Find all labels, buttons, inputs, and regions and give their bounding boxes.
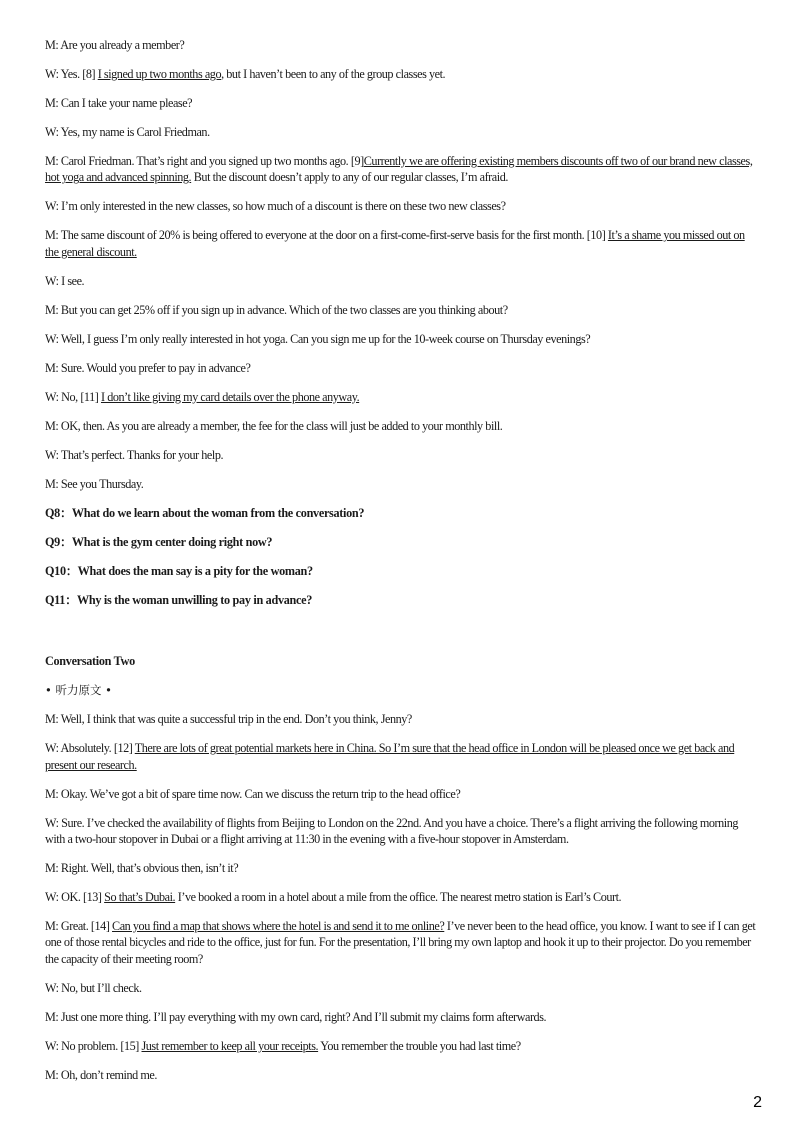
dialogue-text: , but I haven’t been to any of the group classes yet. (221, 67, 446, 81)
conversation-one-line (45, 331, 760, 347)
underlined-answer-text: So that’s Dubai. (104, 890, 176, 905)
dialogue-text: W: Absolutely. [12] (45, 741, 135, 756)
conversation-one-line (45, 227, 760, 260)
underlined-answer-text: Currently we are offering existing members discounts off two of our brand new classes, hot yoga and advanced spinning. (45, 154, 753, 185)
dialogue-text: W: Sure. I’ve checked the availability of flights from Beijing to London on the 22nd. And you have a choice. There’s a flight arriving the following morning with a two-hour stopover in Dubai or a flight arriving at 11:30 in the evening with a five-hour stopover in Amsterdam. (45, 815, 739, 847)
dialogue-text: M: The same discount of 20% is being offered to everyone at the door on a first-come-first-serve basis for the first month. [10] (45, 228, 608, 243)
conversation-two-line (45, 740, 760, 773)
question-q8: Q8：What do we learn about the woman from the conversation? (45, 505, 365, 520)
underlined-answer-text: It’s a shame you missed out on the general discount. (45, 228, 745, 259)
dialogue-text: W: That’s perfect. Thanks for your help. (45, 447, 224, 462)
dialogue-text: M: Oh, don’t remind me. (45, 1067, 157, 1082)
page-number: 2 (753, 1094, 762, 1111)
conversation-one-dialogue (45, 37, 760, 492)
underlined-answer-text: I don’t like giving my card details over the phone anyway. (100, 389, 360, 404)
dialogue-text: M: Just one more thing. I’ll pay everything with my own card, right? And I’ll submit my claims form afterwards. (45, 1009, 547, 1024)
conversation-two-line (45, 1067, 760, 1083)
transcript-label: • 听力原文 • (45, 683, 112, 698)
conversation-one-line (45, 447, 760, 463)
dialogue-text: W: No problem. [15] (45, 1038, 142, 1053)
conversation-one-line (45, 95, 760, 111)
conversation-two-dialogue (45, 711, 760, 1083)
question-q10: Q10：What does the man say is a pity for the woman? (45, 563, 313, 578)
conversation-two-line (45, 1009, 760, 1025)
dialogue-text: But the discount doesn’t apply to any of our regular classes, I’m afraid. (191, 170, 508, 185)
dialogue-text: M: Great. [14] (45, 919, 113, 934)
dialogue-text: W: Yes. [8] (45, 67, 98, 81)
underlined-answer-text: There are lots of great potential markets here in China. So I’m sure that the head office in London will be pleased once we get back and present our research. (45, 741, 735, 772)
conversation-one-line (45, 198, 760, 214)
dialogue-text: W: I’m only interested in the new classes, so how much of a discount is there on these two new classes? (45, 199, 506, 214)
conversation-one-line (45, 389, 760, 405)
conversation-two-line (45, 980, 760, 996)
dialogue-text: I’ve never been to the head office, you know. I want to see if I can get one of those rental bicycles and ride to the office, just for fun. For the presentation, I’ll bring my own laptop and hook it up to their projector. Do you remember the capacity of their meeting room? (45, 919, 756, 966)
question-q9: Q9：What is the gym center doing right now? (45, 534, 273, 549)
conversation-two-line (45, 918, 760, 967)
dialogue-text: W: OK. [13] (45, 890, 105, 905)
underlined-answer-text: Just remember to keep all your receipts. (141, 1038, 319, 1053)
conversation-two-line (45, 860, 760, 876)
question-q11: Q11：Why is the woman unwilling to pay in advance? (45, 592, 313, 607)
underlined-answer-text: I signed up two months ago (97, 67, 222, 81)
conversation-one-line (45, 124, 760, 140)
dialogue-text: W: I see. (45, 273, 85, 288)
dialogue-text: M: Are you already a member? (45, 38, 185, 52)
dialogue-text: M: Okay. We’ve got a bit of spare time now. Can we discuss the return trip to the head office? (45, 786, 461, 801)
dialogue-text: M: Well, I think that was quite a successful trip in the end. Don’t you think, Jenny? (45, 712, 412, 727)
dialogue-text: M: But you can get 25% off if you sign up in advance. Which of the two classes are you thinking about? (45, 302, 508, 317)
dialogue-text: M: OK, then. As you are already a member, the fee for the class will just be added to your monthly bill. (45, 418, 503, 433)
conversation-one-line (45, 153, 760, 186)
dialogue-text: I’ve booked a room in a hotel about a mile from the office. The nearest metro station is Earl’s Court. (175, 890, 622, 905)
conversation-two-heading: Conversation Two (45, 654, 135, 669)
conversation-one-line (45, 273, 760, 289)
dialogue-text: M: Can I take your name please? (45, 96, 193, 110)
conversation-one-line (45, 302, 760, 318)
conversation-one-line (45, 418, 760, 434)
conversation-two-line (45, 786, 760, 802)
dialogue-text: M: Right. Well, that’s obvious then, isn’t it? (45, 861, 239, 876)
dialogue-text: W: Yes, my name is Carol Friedman. (45, 125, 210, 139)
underlined-answer-text: Can you find a map that shows where the hotel is and send it to me online? (112, 919, 445, 934)
dialogue-text: W: Well, I guess I’m only really interested in hot yoga. Can you sign me up for the 10-week course on Thursday evenings? (45, 331, 591, 346)
conversation-two-line (45, 711, 760, 727)
dialogue-text: M: Carol Friedman. That’s right and you signed up two months ago. [9] (45, 154, 364, 168)
dialogue-text: You remember the trouble you had last time? (318, 1038, 521, 1053)
conversation-two-line (45, 815, 760, 848)
dialogue-text: M: Sure. Would you prefer to pay in advance? (45, 360, 251, 375)
document-body (45, 37, 760, 1096)
conversation-one-line (45, 37, 760, 53)
conversation-two-line (45, 889, 760, 905)
conversation-one-line (45, 360, 760, 376)
dialogue-text: M: See you Thursday. (45, 476, 144, 491)
conversation-two-line (45, 1038, 760, 1054)
dialogue-text: W: No, but I’ll check. (45, 980, 142, 995)
conversation-one-line (45, 66, 760, 82)
conversation-one-line (45, 476, 760, 492)
dialogue-text: W: No, [11] (45, 389, 101, 404)
